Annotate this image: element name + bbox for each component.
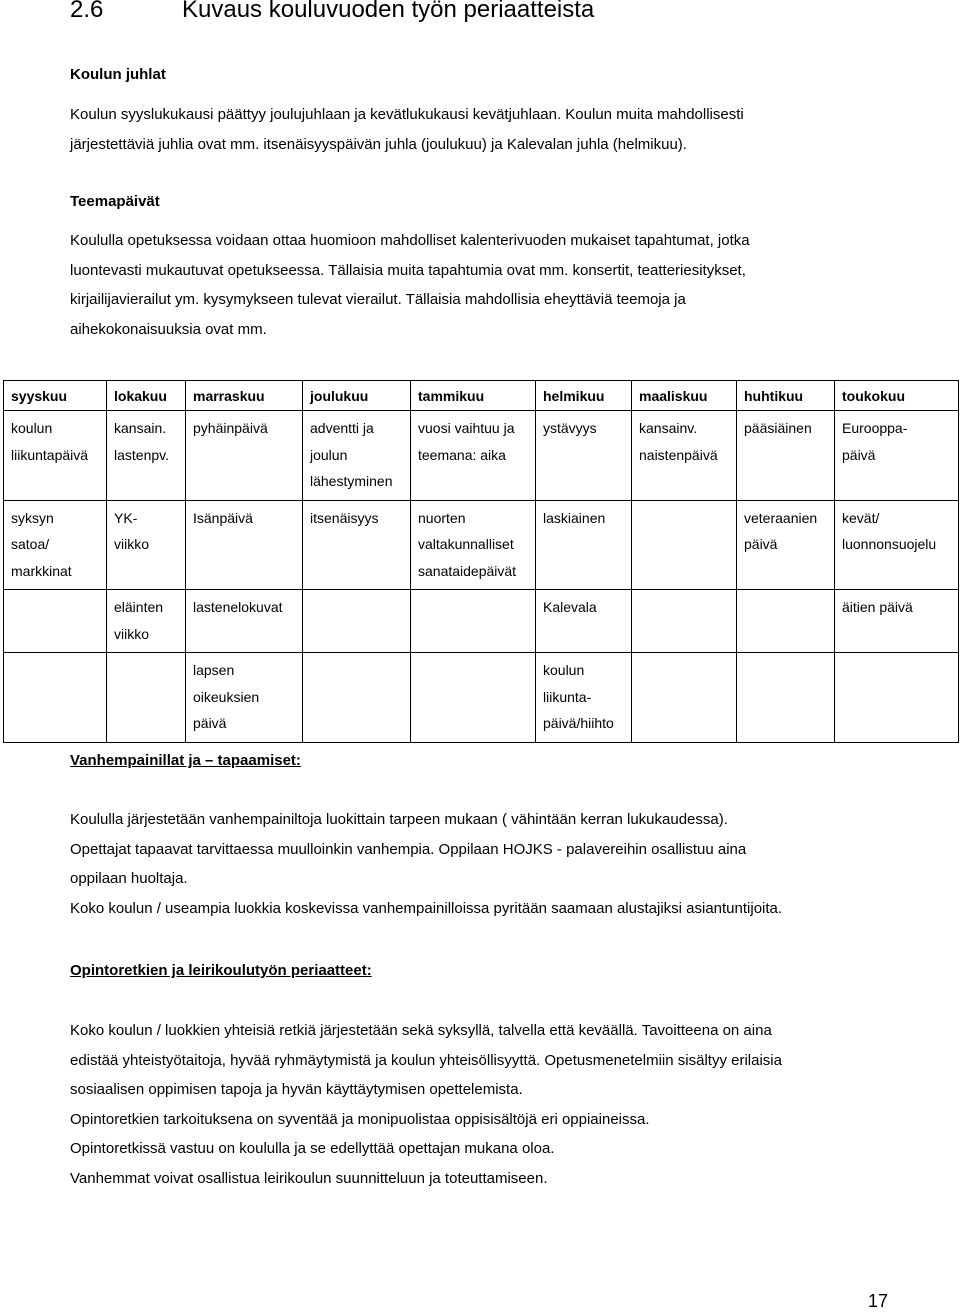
opintoretket-paragraph	[70, 1016, 782, 1193]
calendar-cell	[4, 500, 107, 590]
cell-text: joulun	[310, 446, 348, 463]
text-line: Opintoretkien tarkoituksena on syventää ja monipuolistaa oppisisältöjä eri oppiaineissa.	[70, 1110, 650, 1128]
cell-text: pyhäinpäivä	[193, 420, 268, 436]
cell-text: eläinten	[114, 599, 164, 615]
cell-text: nuorten	[418, 509, 466, 526]
calendar-cell	[4, 411, 107, 501]
opintoretket-heading: Opintoretkien ja leirikoulutyön periaatteet:	[70, 962, 372, 979]
section-heading	[70, 0, 594, 26]
calendar-body	[4, 411, 959, 743]
teemapaivat-paragraph	[70, 226, 750, 344]
cell-text: valtakunnalliset	[418, 536, 514, 552]
cell-text: kansain.	[114, 420, 167, 436]
text-line: luontevasti mukautuvat opetukseessa. Tällaisia muita tapahtumia ovat mm. konsertit, teatteriesitykset,	[70, 261, 746, 279]
juhlat-heading: Koulun juhlat	[70, 66, 166, 83]
month-header: marraskuu	[186, 381, 303, 411]
calendar-cell	[536, 411, 632, 501]
month-header: huhtikuu	[737, 381, 835, 411]
cell-text: Isänpäivä	[193, 509, 253, 526]
month-header: maaliskuu	[632, 381, 737, 411]
teemapaivat-heading: Teemapäivät	[70, 193, 160, 210]
calendar-cell	[835, 653, 959, 743]
cell-text: kansainv.	[639, 420, 698, 436]
cell-text: koulun	[11, 420, 53, 436]
calendar-cell	[186, 411, 303, 501]
vanhempainillat-heading: Vanhempainillat ja – tapaamiset:	[70, 752, 301, 769]
calendar-cell	[186, 590, 303, 653]
cell-text: päivä	[842, 446, 876, 463]
cell-text: sanataidepäivät	[418, 562, 517, 579]
cell-text: päivä	[193, 715, 227, 731]
calendar-cell	[303, 653, 411, 743]
page-number: 17	[868, 1291, 889, 1311]
text-line: Koulun syyslukukausi päättyy joulujuhlaan ja kevätlukukausi kevätjuhlaan. Koulun muita mahdollisesti	[70, 106, 744, 123]
section-title: Kuvaus kouluvuoden työn periaatteista	[182, 0, 595, 23]
text-line: aihekokonaisuuksia ovat mm.	[70, 320, 267, 338]
cell-text: naistenpäivä	[639, 446, 718, 463]
calendar-cell	[737, 653, 835, 743]
calendar-cell	[107, 411, 186, 501]
cell-text: vuosi vaihtuu ja	[418, 420, 515, 436]
text-line: sosiaalisen oppimisen tapoja ja hyvän käyttäytymisen opettelemista.	[70, 1081, 523, 1098]
calendar-cell	[737, 590, 835, 653]
calendar-cell	[303, 590, 411, 653]
calendar-row	[4, 411, 959, 501]
calendar-cell	[737, 411, 835, 501]
calendar-cell	[536, 653, 632, 743]
text-line: järjestettäviä juhlia ovat mm. itsenäisyyspäivän juhla (joulukuu) ja Kalevalan juhla (helmikuu).	[70, 135, 687, 153]
month-header: joulukuu	[303, 381, 411, 411]
cell-text: äitien päivä	[842, 599, 913, 615]
text-line: Opettajat tapaavat tarvittaessa muulloinkin vanhempia. Oppilaan HOJKS - palavereihin osallistuu aina	[70, 840, 747, 858]
cell-text: kevät/	[842, 509, 880, 526]
calendar-cell	[411, 411, 536, 501]
month-header-row	[4, 381, 959, 411]
cell-text: YK-	[114, 509, 138, 526]
calendar-cell	[303, 500, 411, 590]
text-line: oppilaan huoltaja.	[70, 870, 188, 887]
calendar-cell	[411, 500, 536, 590]
cell-text: viikko	[114, 625, 150, 642]
cell-text: liikunta-	[543, 688, 592, 705]
cell-text: itsenäisyys	[310, 509, 379, 526]
section-number: 2.6	[70, 0, 104, 23]
cell-text: veteraanien	[744, 509, 818, 526]
cell-text: teemana: aika	[418, 446, 506, 463]
text-line: Koko koulun / useampia luokkia koskevissa vanhempainilloissa pyritään saamaan alustajiksi asiantuntijoita.	[70, 899, 783, 917]
calendar-cell	[107, 653, 186, 743]
cell-text: Kalevala	[543, 599, 597, 615]
text-line: edistää yhteistyötaitoja, hyvää ryhmäytymistä ja koulun yhteisöllisyyttä. Opetusmenetelmiin sisältyy erilaisia	[70, 1051, 782, 1069]
cell-text: satoa/	[11, 536, 50, 552]
cell-text: koulun	[543, 662, 585, 678]
calendar-row	[4, 590, 959, 653]
theme-calendar-table	[3, 380, 959, 743]
calendar-cell	[632, 500, 737, 590]
calendar-cell	[737, 500, 835, 590]
month-header: helmikuu	[536, 381, 632, 411]
vanhempainillat-paragraph	[70, 805, 782, 923]
cell-text: markkinat	[11, 562, 72, 579]
cell-text: adventti ja	[310, 420, 374, 436]
calendar-cell	[632, 411, 737, 501]
calendar-cell	[835, 500, 959, 590]
month-header: toukokuu	[835, 381, 959, 411]
calendar-cell	[536, 590, 632, 653]
text-line: Koululla järjestetään vanhempainiltoja luokittain tarpeen mukaan ( vähintään kerran lukukaudessa).	[70, 811, 728, 828]
text-line: Koululla opetuksessa voidaan ottaa huomioon mahdolliset kalenterivuoden mukaiset tapahtumat, jotka	[70, 232, 750, 249]
cell-text: viikko	[114, 536, 150, 552]
calendar-cell	[107, 500, 186, 590]
calendar-cell	[835, 590, 959, 653]
cell-text: lastenelokuvat	[193, 599, 283, 615]
calendar-row	[4, 653, 959, 743]
calendar-cell	[411, 590, 536, 653]
calendar-cell	[107, 590, 186, 653]
calendar-cell	[186, 500, 303, 590]
calendar-cell	[303, 411, 411, 501]
calendar-cell	[632, 653, 737, 743]
cell-text: luonnonsuojelu	[842, 536, 937, 552]
cell-text: päivä	[744, 536, 778, 552]
text-line: Vanhemmat voivat osallistua leirikoulun suunnitteluun ja toteuttamiseen.	[70, 1169, 548, 1187]
month-header: lokakuu	[107, 381, 186, 411]
month-header: tammikuu	[411, 381, 536, 411]
cell-text: Eurooppa-	[842, 420, 908, 436]
calendar-cell	[632, 590, 737, 653]
cell-text: pääsiäinen	[744, 420, 812, 436]
calendar-cell	[4, 590, 107, 653]
month-header: syyskuu	[4, 381, 107, 411]
text-line: Opintoretkissä vastuu on koululla ja se edellyttää opettajan mukana oloa.	[70, 1140, 555, 1157]
calendar-cell	[835, 411, 959, 501]
cell-text: lähestyminen	[310, 473, 393, 489]
juhlat-paragraph	[70, 100, 744, 159]
cell-text: laskiainen	[543, 509, 606, 526]
cell-text: päivä/hiihto	[543, 715, 614, 731]
calendar-cell	[4, 653, 107, 743]
cell-text: lastenpv.	[114, 446, 169, 463]
calendar-row	[4, 500, 959, 590]
cell-text: oikeuksien	[193, 688, 260, 705]
calendar-cell	[536, 500, 632, 590]
calendar-cell	[411, 653, 536, 743]
cell-text: liikuntapäivä	[11, 446, 89, 463]
text-line: Koko koulun / luokkien yhteisiä retkiä järjestetään sekä syksyllä, talvella että keväällä. Tavoitteena on aina	[70, 1022, 772, 1039]
cell-text: ystävyys	[543, 420, 597, 436]
text-line: kirjailijavierailut ym. kysymykseen tulevat vierailut. Tällaisia mahdollisia eheyttäviä teemoja ja	[70, 291, 686, 308]
cell-text: syksyn	[11, 509, 54, 526]
cell-text: lapsen	[193, 662, 235, 678]
calendar-cell	[186, 653, 303, 743]
